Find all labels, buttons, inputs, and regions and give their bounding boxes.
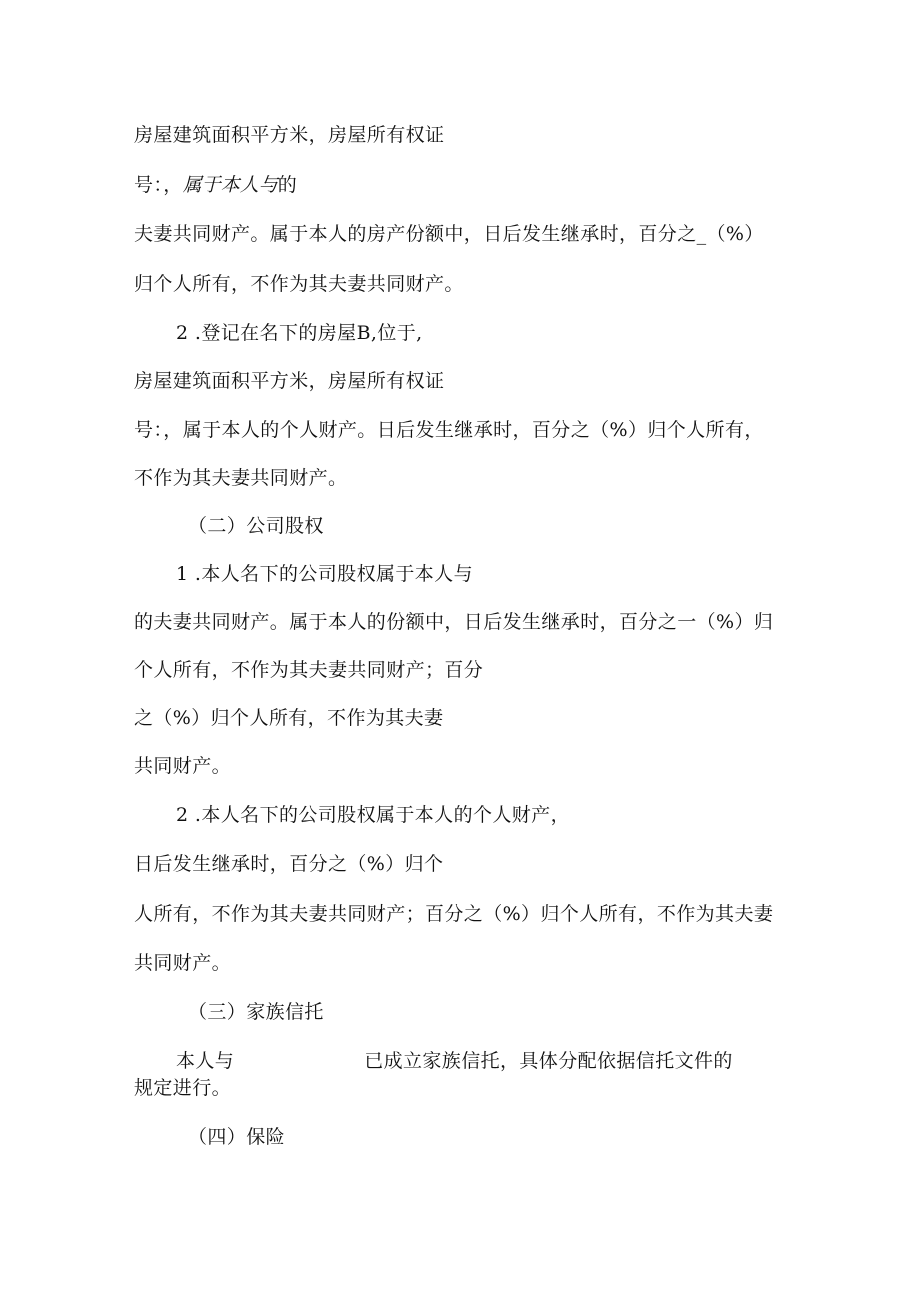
- text-line: 日后发生继承时，百分之（%）归个: [134, 853, 444, 875]
- text-fragment: 本人与: [176, 1050, 235, 1072]
- text-line: [134, 173, 297, 197]
- italic-text: 属于本人与: [182, 174, 278, 196]
- text-fragment: 号：，: [134, 174, 183, 196]
- text-line: 之（%）归个人所有，不作为其夫妻: [134, 707, 444, 729]
- text-line: 共同财产。: [134, 952, 232, 974]
- text-line: 号：，属于本人的个人财产。日后发生继承时，百分之（%）归个人所有，: [134, 419, 764, 441]
- text-fragment: 的: [277, 174, 298, 196]
- section-heading: （二）公司股权: [188, 515, 324, 537]
- list-item-text: 2 .登记在名下的房屋B,位于,: [176, 322, 423, 344]
- section-heading: （三）家族信托: [188, 1001, 324, 1023]
- text-line: 夫妻共同财产。属于本人的房产份额中，日后发生继承时，百分之_（%）: [134, 223, 764, 245]
- text-line: [176, 1049, 733, 1073]
- section-heading: （四）保险: [188, 1126, 286, 1148]
- list-item-text: 2 .本人名下的公司股权属于本人的个人财产，: [176, 804, 570, 826]
- text-line: 规定进行。: [134, 1077, 232, 1099]
- text-line: 归个人所有，不作为其夫妻共同财产。: [134, 273, 464, 295]
- text-line: 不作为其夫妻共同财产。: [134, 467, 348, 489]
- text-line: 房屋建筑面积平方米，房屋所有权证: [134, 124, 445, 146]
- text-line: 的夫妻共同财产。属于本人的份额中，日后发生继承时，百分之一（%）归: [134, 611, 774, 633]
- text-fragment: 已成立家族信托，具体分配依据信托文件的: [364, 1050, 733, 1072]
- text-line: 房屋建筑面积平方米，房屋所有权证: [134, 370, 445, 392]
- text-line: 个人所有，不作为其夫妻共同财产；百分: [134, 659, 484, 681]
- list-item-text: 1 .本人名下的公司股权属于本人与: [176, 563, 473, 585]
- text-line: 共同财产。: [134, 755, 232, 777]
- text-line: 人所有，不作为其夫妻共同财产；百分之（%）归个人所有，不作为其夫妻: [134, 903, 774, 925]
